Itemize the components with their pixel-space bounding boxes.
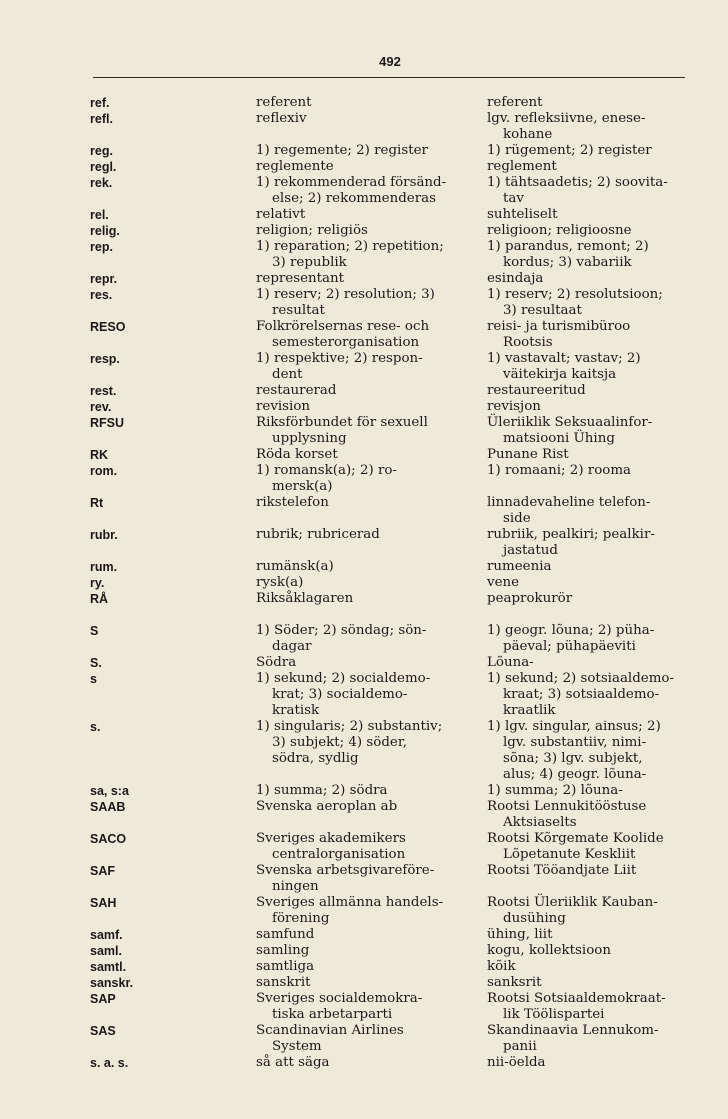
swedish-expansion [256,223,484,239]
swedish-expansion [256,799,484,815]
entry-abbreviation: samtl. [90,960,127,974]
swedish-expansion-line: reglemente [256,159,334,174]
entry-abbreviation: refl. [90,112,113,126]
estonian-translation-line: kordus; 3) vabariik [503,255,632,270]
swedish-expansion-line: 3) republik [272,255,347,270]
swedish-expansion-line: 1) rekommenderad försänd- [256,175,447,190]
swedish-expansion-line: 1) sekund; 2) socialdemo- [256,671,431,686]
entry-abbreviation: ry. [90,576,105,590]
estonian-translation-line: Punane Rist [487,447,569,462]
estonian-translation-line: 1) tähtsaadetis; 2) soovita- [487,175,668,190]
swedish-expansion-line: södra, sydlig [272,751,359,766]
estonian-translation-line: referent [487,95,543,110]
estonian-translation-line: alus; 4) geogr. lõuna- [503,767,647,782]
swedish-expansion-line: mersk(a) [272,479,333,494]
swedish-expansion-line: dent [272,367,303,382]
entry-abbreviation: rum. [90,560,118,574]
swedish-expansion [256,623,484,655]
swedish-expansion-line: rubrik; rubricerad [256,527,380,542]
swedish-expansion [256,559,484,575]
estonian-translation-line: panii [503,1039,537,1054]
swedish-expansion-line: semesterorganisation [272,335,420,350]
entry-abbreviation: SAAB [90,800,126,814]
swedish-expansion [256,975,484,991]
entry-abbreviation: regl. [90,160,117,174]
swedish-expansion [256,959,484,975]
entry-abbreviation: SAS [90,1024,116,1038]
swedish-expansion-line: restaurerad [256,383,337,398]
estonian-translation-line: reglement [487,159,557,174]
estonian-translation-line: Lõpetanute Keskliit [503,847,636,862]
estonian-translation-line: 3) resultaat [503,303,582,318]
swedish-expansion [256,383,484,399]
entry-abbreviation: sa, s:a [90,784,129,798]
entry-abbreviation: relig. [90,224,120,238]
swedish-expansion-line: Svenska aeroplan ab [256,799,398,814]
estonian-translation-line: 1) reserv; 2) resolutsioon; [487,287,663,302]
entry-abbreviation: rek. [90,176,113,190]
swedish-expansion [256,1023,484,1055]
entry-abbreviation: SAF [90,864,115,878]
estonian-translation-line: kogu, kollektsioon [487,943,611,958]
swedish-expansion-line: Sveriges akademikers [256,831,406,846]
swedish-expansion-line: rikstelefon [256,495,329,510]
swedish-expansion [256,655,484,671]
estonian-translation-line: suhteliselt [487,207,558,222]
swedish-expansion-line: referent [256,95,312,110]
swedish-expansion-line: samfund [256,927,315,942]
estonian-translation [487,351,687,383]
swedish-expansion [256,927,484,943]
swedish-expansion-line: 1) summa; 2) södra [256,783,388,798]
entry-abbreviation: s. a. s. [90,1056,129,1070]
swedish-expansion [256,943,484,959]
swedish-expansion-line: förening [272,911,330,926]
entry-abbreviation: s [90,672,97,686]
swedish-expansion [256,415,484,447]
swedish-expansion [256,591,484,607]
estonian-translation [487,383,687,399]
estonian-translation-line: revisjon [487,399,541,414]
estonian-translation-line: side [503,511,531,526]
estonian-translation [487,95,687,111]
estonian-translation-line: restaureeritud [487,383,586,398]
estonian-translation-line: dusühing [503,911,566,926]
estonian-translation-line: peaprokurör [487,591,573,606]
entry-abbreviation: SACO [90,832,127,846]
swedish-expansion [256,671,484,719]
estonian-translation [487,143,687,159]
estonian-translation [487,239,687,271]
swedish-expansion-line: 1) romansk(a); 2) ro- [256,463,397,478]
swedish-expansion [256,783,484,799]
estonian-translation [487,671,687,719]
estonian-translation [487,575,687,591]
entry-abbreviation: ref. [90,96,110,110]
estonian-translation-line: Rootsi Kõrgemate Koolide [487,831,664,846]
swedish-expansion-line: religion; religiös [256,223,368,238]
swedish-expansion-line: Folkrörelsernas rese- och [256,319,430,334]
estonian-translation-line: rumeenia [487,559,552,574]
swedish-expansion-line: 1) regemente; 2) register [256,143,428,158]
estonian-translation-line: kohane [503,127,553,142]
swedish-expansion [256,159,484,175]
swedish-expansion [256,895,484,927]
estonian-translation [487,495,687,527]
estonian-translation [487,895,687,927]
swedish-expansion-line: sanskrit [256,975,311,990]
estonian-translation [487,447,687,463]
estonian-translation [487,783,687,799]
estonian-translation-line: religioon; religioosne [487,223,632,238]
swedish-expansion-line: representant [256,271,345,286]
estonian-translation [487,831,687,863]
swedish-expansion-line: relativt [256,207,306,222]
estonian-translation-line: lgv. refleksiivne, enese- [487,111,646,126]
estonian-translation-line: nii-öelda [487,1055,546,1070]
estonian-translation-line: 1) parandus, remont; 2) [487,239,649,254]
estonian-translation-line: jastatud [503,543,558,558]
estonian-translation [487,399,687,415]
swedish-expansion-line: Scandinavian Airlines [256,1023,404,1038]
swedish-expansion-line: 1) reserv; 2) resolution; 3) [256,287,435,302]
entry-abbreviation: s. [90,720,101,734]
estonian-translation-line: kraat; 3) sotsiaaldemo- [503,687,660,702]
entry-abbreviation: SAP [90,992,116,1006]
swedish-expansion [256,399,484,415]
entry-abbreviation: RK [90,448,109,462]
swedish-expansion-line: reflexiv [256,111,307,126]
estonian-translation [487,463,687,479]
entry-abbreviation: res. [90,288,113,302]
entry-abbreviation: repr. [90,272,118,286]
estonian-translation [487,319,687,351]
estonian-translation [487,959,687,975]
entry-abbreviation: S [90,624,99,638]
swedish-expansion-line: så att säga [256,1055,330,1070]
estonian-translation [487,927,687,943]
swedish-expansion-line: kratisk [272,703,320,718]
swedish-expansion [256,863,484,895]
entry-abbreviation: RFSU [90,416,125,430]
swedish-expansion-line: Röda korset [256,447,338,462]
swedish-expansion-line: Svenska arbetsgivareföre- [256,863,435,878]
estonian-translation [487,287,687,319]
estonian-translation [487,1023,687,1055]
estonian-translation [487,719,687,783]
entry-abbreviation: Rt [90,496,104,510]
page-number: 492 [379,54,401,69]
estonian-translation-line: 1) rügement; 2) register [487,143,652,158]
swedish-expansion-line: System [272,1039,322,1054]
estonian-translation-line: Lõuna- [487,655,534,670]
estonian-translation-line: päeval; pühapäeviti [503,639,636,654]
entry-abbreviation: SAH [90,896,117,910]
estonian-translation-line: Skandinaavia Lennukom- [487,1023,659,1038]
estonian-translation-line: Rootsi Sotsiaaldemokraat- [487,991,666,1006]
swedish-expansion-line: Sveriges allmänna handels- [256,895,444,910]
estonian-translation-line: Üleriiklik Seksuaalinfor- [487,415,653,430]
estonian-translation-line: Rootsis [503,335,553,350]
swedish-expansion [256,719,484,767]
estonian-translation-line: reisi- ja turismibüroo [487,319,631,334]
swedish-expansion [256,287,484,319]
entry-abbreviation: RESO [90,320,126,334]
entry-abbreviation: rest. [90,384,117,398]
swedish-expansion-line: 1) singularis; 2) substantiv; [256,719,443,734]
swedish-expansion-line: Sveriges socialdemokra- [256,991,423,1006]
entry-abbreviation: rom. [90,464,118,478]
swedish-expansion [256,463,484,495]
swedish-expansion-line: Riksförbundet för sexuell [256,415,428,430]
estonian-translation [487,943,687,959]
entry-abbreviation: rubr. [90,528,118,542]
estonian-translation-line: 1) romaani; 2) rooma [487,463,632,478]
entry-abbreviation: rev. [90,400,112,414]
swedish-expansion [256,447,484,463]
estonian-translation-line: lgv. substantiiv, nimi- [503,735,647,750]
estonian-translation-line: matsiooni Ühing [503,431,615,446]
estonian-translation-line: esindaja [487,271,544,286]
estonian-translation [487,863,687,879]
swedish-expansion-line: tiska arbetarparti [272,1007,393,1022]
swedish-expansion [256,495,484,511]
estonian-translation-line: Rootsi Lennukitööstuse [487,799,647,814]
estonian-translation [487,415,687,447]
swedish-expansion-line: samling [256,943,310,958]
swedish-expansion-line: resultat [272,303,325,318]
swedish-expansion-line: revision [256,399,311,414]
entry-abbreviation: RÅ [90,592,109,606]
entry-abbreviation: resp. [90,352,120,366]
estonian-translation-line: 1) sekund; 2) sotsiaaldemo- [487,671,674,686]
estonian-translation [487,207,687,223]
estonian-translation-line: 1) lgv. singular, ainsus; 2) [487,719,661,734]
estonian-translation-line: lik Töölispartei [503,1007,605,1022]
estonian-translation-line: kõik [487,959,516,974]
swedish-expansion [256,207,484,223]
swedish-expansion-line: rysk(a) [256,575,304,590]
entry-abbreviation: samf. [90,928,123,942]
estonian-translation-line: sõna; 3) lgv. subjekt, [503,751,643,766]
swedish-expansion-line: ningen [272,879,319,894]
entry-abbreviation: reg. [90,144,113,158]
estonian-translation-line: vene [487,575,520,590]
estonian-translation [487,271,687,287]
entry-abbreviation: S. [90,656,102,670]
swedish-expansion-line: dagar [272,639,312,654]
swedish-expansion-line: 1) reparation; 2) repetition; [256,239,444,254]
estonian-translation-line: sanksrit [487,975,542,990]
estonian-translation-line: rubriik, pealkiri; pealkir- [487,527,655,542]
swedish-expansion-line: samtliga [256,959,315,974]
entry-abbreviation: sanskr. [90,976,134,990]
swedish-expansion [256,351,484,383]
swedish-expansion-line: else; 2) rekommenderas [272,191,436,206]
entry-abbreviation: rel. [90,208,109,222]
estonian-translation-line: väitekirja kaitsja [503,367,617,382]
swedish-expansion [256,271,484,287]
estonian-translation [487,623,687,655]
swedish-expansion [256,319,484,351]
swedish-expansion-line: 1) respektive; 2) respon- [256,351,423,366]
estonian-translation-line: Rootsi Üleriiklik Kauban- [487,895,658,910]
estonian-translation-line: 1) summa; 2) lõuna- [487,783,623,798]
swedish-expansion [256,95,484,111]
estonian-translation-line: Aktsiaselts [503,815,577,830]
swedish-expansion [256,111,484,127]
swedish-expansion-line: rumänsk(a) [256,559,334,574]
swedish-expansion-line: 3) subjekt; 4) söder, [272,735,408,750]
estonian-translation-line: ühing, liit [487,927,553,942]
entry-abbreviation: rep. [90,240,113,254]
swedish-expansion-line: 1) Söder; 2) söndag; sön- [256,623,427,638]
estonian-translation [487,799,687,831]
estonian-translation [487,159,687,175]
swedish-expansion [256,239,484,271]
estonian-translation [487,175,687,207]
swedish-expansion-line: centralorganisation [272,847,406,862]
estonian-translation [487,527,687,559]
estonian-translation [487,975,687,991]
estonian-translation [487,111,687,143]
swedish-expansion [256,527,484,543]
estonian-translation-line: 1) geogr. lõuna; 2) püha- [487,623,655,638]
swedish-expansion [256,1055,484,1071]
estonian-translation [487,991,687,1023]
estonian-translation-line: Rootsi Tööandjate Liit [487,863,637,878]
swedish-expansion [256,831,484,863]
estonian-translation-line: 1) vastavalt; vastav; 2) [487,351,641,366]
entry-abbreviation: saml. [90,944,122,958]
swedish-expansion [256,175,484,207]
swedish-expansion-line: upplysning [272,431,347,446]
swedish-expansion-line: Riksåklagaren [256,591,354,606]
estonian-translation [487,223,687,239]
swedish-expansion-line: krat; 3) socialdemo- [272,687,408,702]
swedish-expansion [256,575,484,591]
estonian-translation [487,655,687,671]
estonian-translation-line: tav [503,191,524,206]
estonian-translation-line: kraatlik [503,703,556,718]
estonian-translation [487,559,687,575]
swedish-expansion [256,991,484,1023]
swedish-expansion-line: Södra [256,655,297,670]
estonian-translation-line: linnadevaheline telefon- [487,495,651,510]
swedish-expansion [256,143,484,159]
estonian-translation [487,591,687,607]
estonian-translation [487,1055,687,1071]
